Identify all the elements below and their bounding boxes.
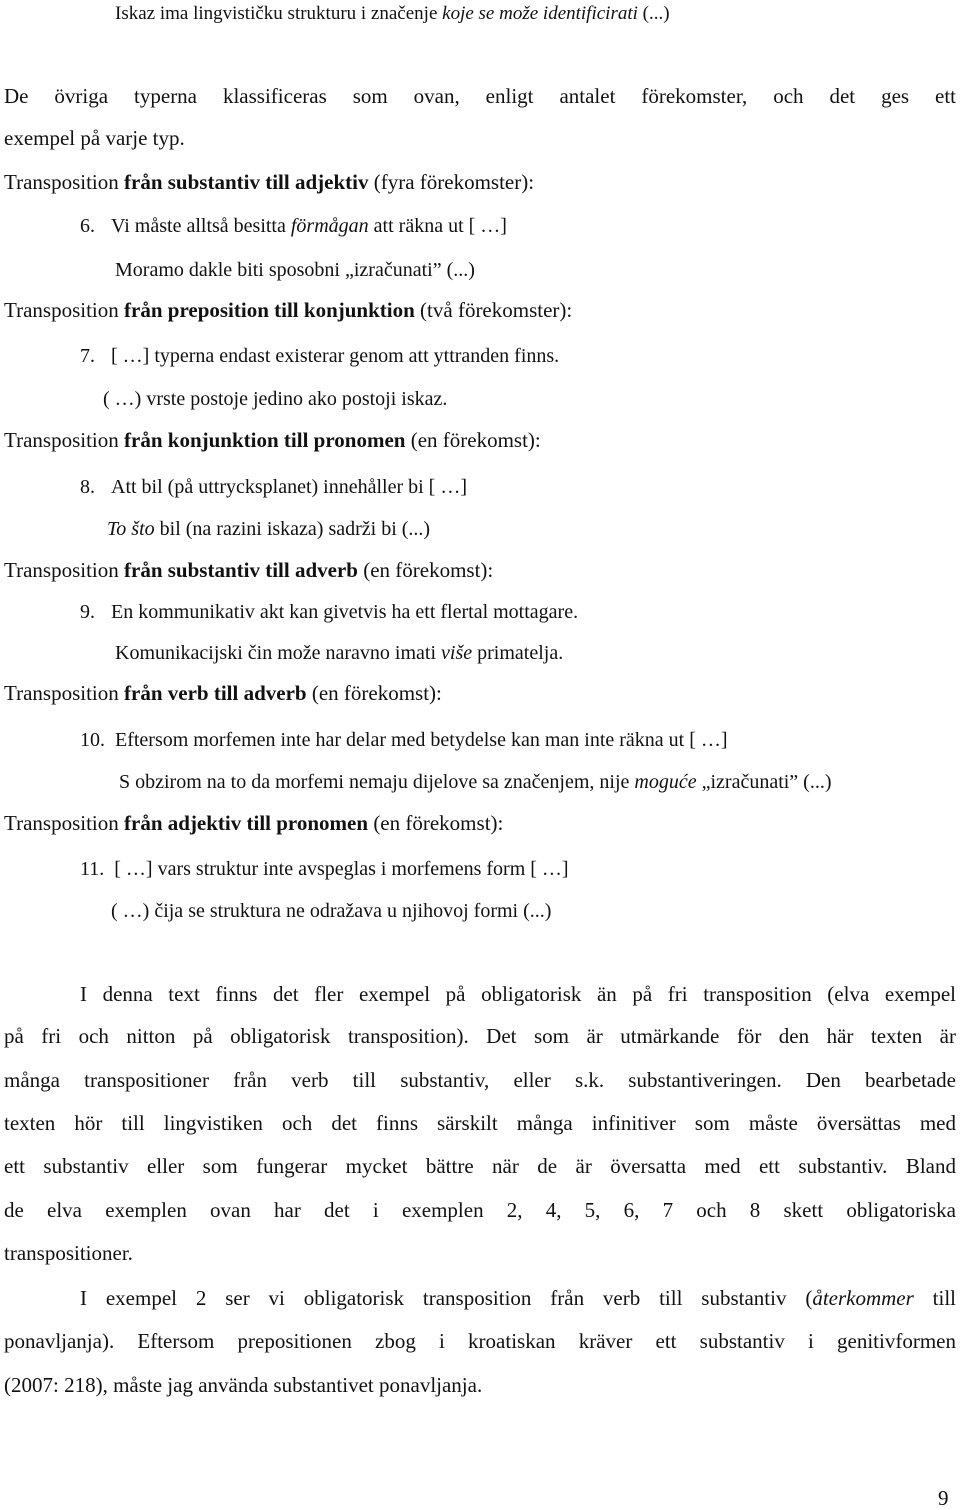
- paragraph-line: ett substantiv eller som fungerar mycket bättre när de är översatta med ett substantiv. Bland: [4, 1154, 956, 1178]
- example-swedish: 6. Vi måste alltså besitta förmågan att räkna ut [ …]: [80, 215, 507, 237]
- example-croatian: To što bil (na razini iskaza) sadrži bi (...): [107, 518, 431, 540]
- top-line-suffix: (...): [637, 3, 670, 24]
- page-number: 9: [938, 1486, 949, 1510]
- section-heading: Transposition från adjektiv till pronomen (en förekomst):: [4, 811, 504, 835]
- top-line-italic: koje se može identificirati: [442, 3, 638, 24]
- example-croatian: ( …) vrste postoje jedino ako postoji iskaz.: [103, 388, 448, 410]
- top-line-text: Iskaz ima lingvističku strukturu i značenje: [115, 3, 443, 24]
- intro-line-2: exempel på varje typ.: [4, 126, 185, 150]
- example-croatian: Komunikacijski čin može naravno imati više primatelja.: [115, 642, 564, 664]
- paragraph-line: (2007: 218), måste jag använda substantivet ponavljanja.: [4, 1373, 483, 1397]
- example-croatian: Moramo dakle biti sposobni „izračunati” (...): [115, 259, 475, 281]
- top-line: [115, 4, 670, 23]
- paragraph-line: I denna text finns det fler exempel på obligatorisk än på fri transposition (elva exempel: [80, 982, 956, 1006]
- section-heading: Transposition från verb till adverb (en förekomst):: [4, 681, 442, 705]
- section-heading: Transposition från substantiv till adverb (en förekomst):: [4, 558, 494, 582]
- section-heading: Transposition från konjunktion till pronomen (en förekomst):: [4, 428, 541, 452]
- example-swedish: 9. En kommunikativ akt kan givetvis ha ett flertal mottagare.: [80, 601, 579, 623]
- example-swedish: 7. [ …] typerna endast existerar genom att yttranden finns.: [80, 345, 560, 367]
- example-swedish: 11. [ …] vars struktur inte avspeglas i morfemens form [ …]: [80, 858, 569, 880]
- paragraph-line: texten hör till lingvistiken och det finns särskilt många infinitiver som måste översättas med: [4, 1111, 956, 1135]
- paragraph-line: på fri och nitton på obligatorisk transposition). Det som är utmärkande för den här texten är: [4, 1024, 956, 1048]
- example-croatian: S obzirom na to da morfemi nemaju dijelove sa značenjem, nije moguće „izračunati” (...): [119, 771, 832, 793]
- example-swedish: 10. Eftersom morfemen inte har delar med betydelse kan man inte räkna ut [ …]: [80, 729, 728, 751]
- example-croatian: ( …) čija se struktura ne odražava u njihovoj formi (...): [111, 900, 552, 922]
- example-swedish: 8. Att bil (på uttrycksplanet) innehåller bi [ …]: [80, 476, 468, 498]
- paragraph-line: många transpositioner från verb till substantiv, eller s.k. substantiveringen. Den bearbetade: [4, 1068, 956, 1092]
- paragraph-line: ponavljanja). Eftersom prepositionen zbog i kroatiskan kräver ett substantiv i genitivformen: [4, 1329, 956, 1353]
- intro-line-1: De övriga typerna klassificeras som ovan, enligt antalet förekomster, och det ges ett: [4, 84, 956, 108]
- section-heading: Transposition från substantiv till adjektiv (fyra förekomster):: [4, 170, 535, 194]
- paragraph-line: I exempel 2 ser vi obligatorisk transposition från verb till substantiv (återkommer till: [80, 1286, 956, 1310]
- section-heading: Transposition från preposition till konjunktion (två förekomster):: [4, 298, 573, 322]
- paragraph-line: transpositioner.: [4, 1241, 133, 1265]
- paragraph-line: de elva exemplen ovan har det i exemplen 2, 4, 5, 6, 7 och 8 skett obligatoriska: [4, 1198, 956, 1222]
